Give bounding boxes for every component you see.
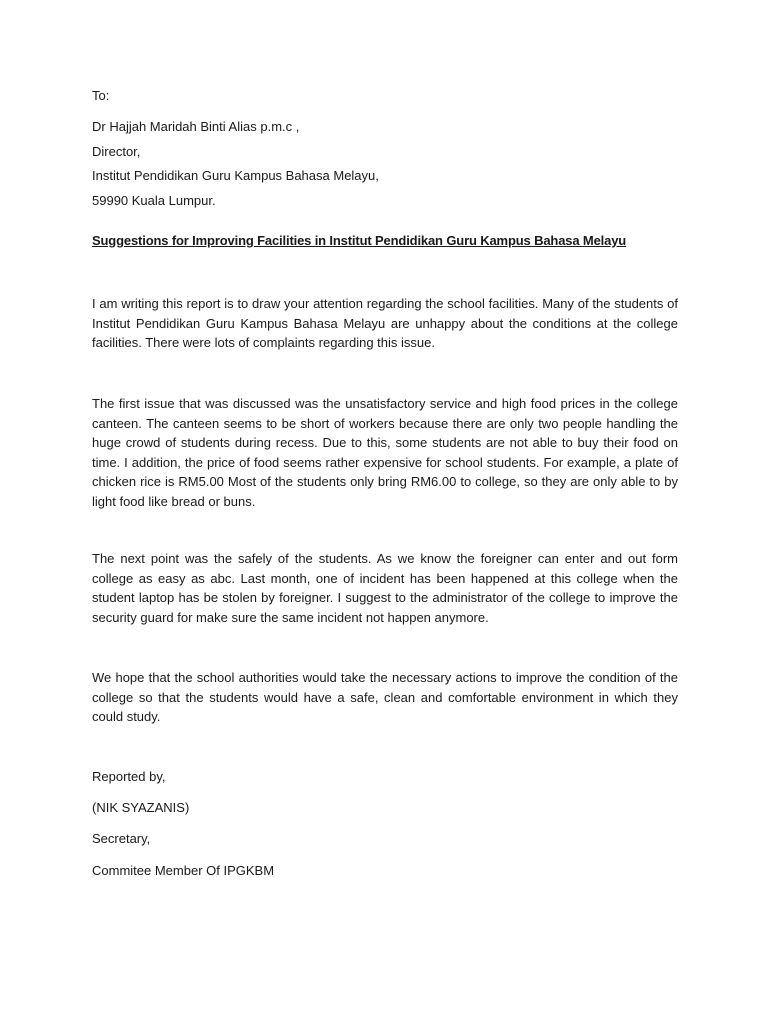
recipient-name: Dr Hajjah Maridah Binti Alias p.m.c ,	[92, 119, 300, 134]
to-label: To:	[92, 88, 110, 103]
reporter-organization: Commitee Member Of IPGKBM	[92, 863, 275, 878]
recipient-address: 59990 Kuala Lumpur.	[92, 193, 216, 208]
reported-by-label: Reported by,	[92, 769, 166, 784]
recipient-institution: Institut Pendidikan Guru Kampus Bahasa Melayu,	[92, 168, 379, 183]
paragraph-safety-issue: The next point was the safely of the students. As we know the foreigner can enter and out form college as easy as abc. Last month, one of incident has been happened at this college when the student laptop has be stolen by foreigner. I suggest to the administrator of the college to improve the security guard for make sure the same incident not happen anymore.	[92, 551, 678, 625]
reporter-name: (NIK SYAZANIS)	[92, 800, 190, 815]
letter-subject: Suggestions for Improving Facilities in Institut Pendidikan Guru Kampus Bahasa Melayu	[92, 233, 627, 248]
paragraph-canteen-issue: The first issue that was discussed was the unsatisfactory service and high food prices in the college canteen. The canteen seems to be short of workers because there are only two people handling the huge crowd of students during recess. Due to this, some students are not able to buy their food on time. I addition, the price of food seems rather expensive for school students. For example, a plate of chicken rice is RM5.00 Most of the students only bring RM6.00 to college, so they are only able to by light food like bread or buns.	[92, 396, 678, 509]
recipient-position: Director,	[92, 144, 141, 159]
paragraph-conclusion: We hope that the school authorities would take the necessary actions to improve the condition of the college so that the students would have a safe, clean and comfortable environment in which they could study.	[92, 670, 678, 724]
paragraph-introduction: I am writing this report is to draw your attention regarding the school facilities. Many of the students of Institut Pendidikan Guru Kampus Bahasa Melayu are unhappy about the conditions at the college facilities. There were lots of complaints regarding this issue.	[92, 296, 678, 350]
reporter-title: Secretary,	[92, 831, 151, 846]
